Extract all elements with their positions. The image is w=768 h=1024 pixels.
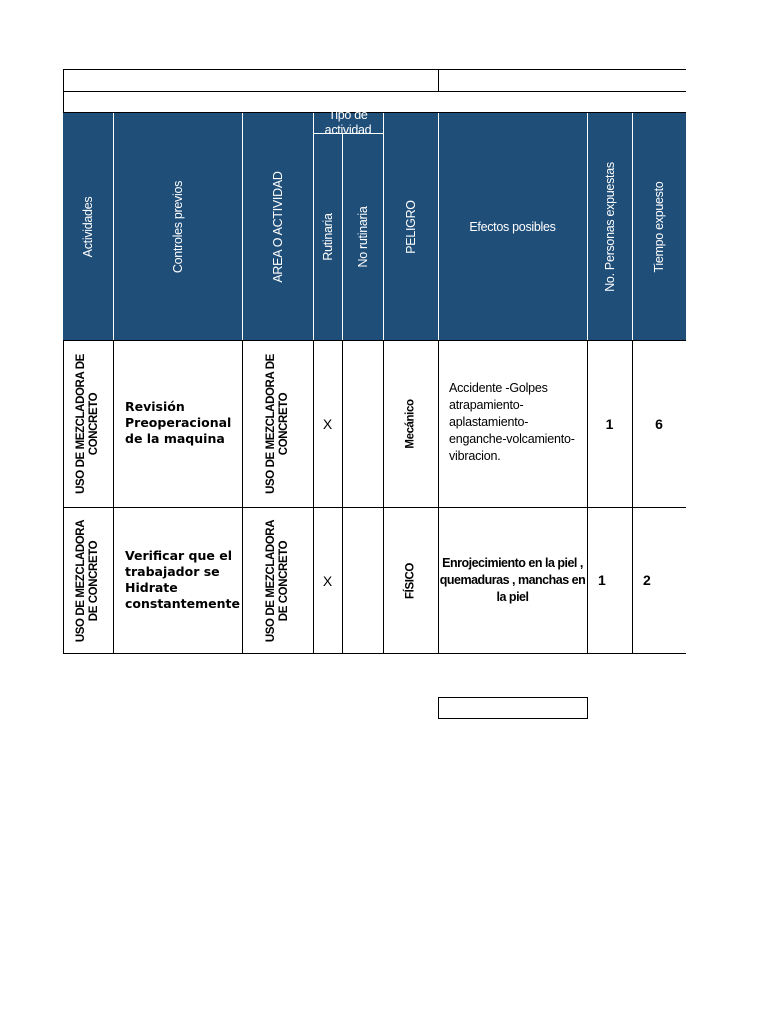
header-no-rutinaria: No rutinaria xyxy=(355,206,370,268)
row2-control: Verificar que el trabajador se Hidrate constantemente xyxy=(125,548,240,611)
frame-left-top xyxy=(63,69,64,113)
header-actividades: Actividades xyxy=(81,196,95,257)
row1-tiempo: 6 xyxy=(655,416,663,432)
header-peligro: PELIGRO xyxy=(403,199,418,254)
row1-control: Revisión Preoperacional de la maquina xyxy=(125,399,232,446)
row2-rutinaria: X xyxy=(322,572,333,589)
row1-personas: 1 xyxy=(605,416,614,432)
row2-tiempo: 2 xyxy=(643,572,651,588)
header-personas: No. Personas expuestas xyxy=(602,161,617,292)
row2-no-rutinaria xyxy=(342,508,383,653)
header-tipo-actividad: Tipo de actividad xyxy=(324,108,372,137)
row2-peligro: FÍSICO xyxy=(404,562,416,599)
header-rutinaria: Rutinaria xyxy=(320,213,335,261)
row2-efectos: Enrojecimiento en la piel , quemaduras , manchas en la piel xyxy=(439,556,586,604)
row1-rutinaria: X xyxy=(322,416,333,432)
header-tiempo: Tiempo expuesto xyxy=(652,181,666,272)
row2-personas: 1 xyxy=(598,572,606,588)
row1-area: USO DE MEZCLADORA DE CONCRETO xyxy=(264,354,290,494)
top-row-divider xyxy=(63,91,686,92)
row1-no-rutinaria xyxy=(342,341,383,507)
row1-actividad: USO DE MEZCLADORA DE CONCRETO xyxy=(75,354,100,494)
top-row-split xyxy=(438,69,439,91)
header-efectos: Efectos posibles xyxy=(469,219,556,234)
empty-box xyxy=(438,697,588,719)
row2-actividad: USO DE MEZCLADORA DE CONCRETO xyxy=(75,519,100,642)
top-border xyxy=(63,69,686,70)
header-area: AREA O ACTIVIDAD xyxy=(270,170,285,283)
row2-area: USO DE MEZCLADORA DE CONCRETO xyxy=(264,519,290,642)
row1-efectos: Accidente -Golpes atrapamiento-aplastamiento-enganche-volcamiento-vibracion. xyxy=(449,381,575,463)
row1-peligro: Mecánico xyxy=(404,399,416,449)
header-controles: Controles previos xyxy=(170,180,185,273)
